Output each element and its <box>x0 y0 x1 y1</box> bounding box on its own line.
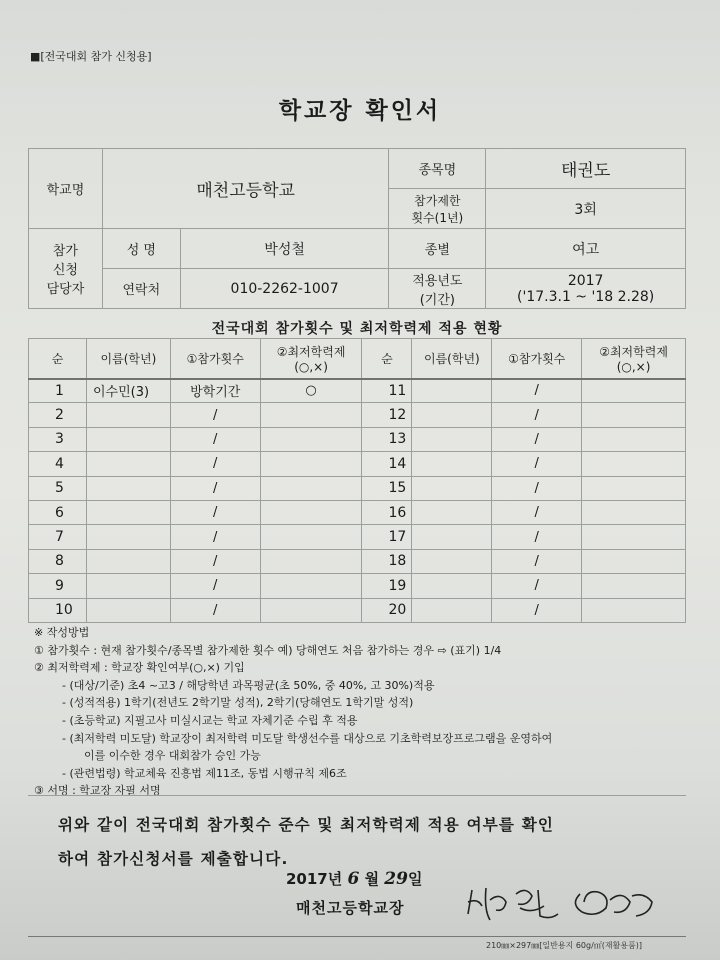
instruction-sub-3: - (초등학교) 지필고사 미실시교는 학교 자체기준 수립 후 적용 <box>62 713 358 727</box>
row-number: 19 <box>362 574 412 598</box>
participation-count: / <box>492 379 582 403</box>
row-number: 1 <box>29 379 87 403</box>
category-value: 여고 <box>486 229 686 269</box>
limit-label <box>389 189 486 229</box>
student-name <box>412 452 492 476</box>
header-min-line2: (○,×) <box>294 359 328 374</box>
status-body <box>29 379 686 623</box>
instruction-sub-1: - (대상/기준) 초4 ~고3 / 해당학년 과목평균(초 50%, 중 40%, 고 30%)적용 <box>62 678 435 692</box>
document-title: 학교장 확인서 <box>278 98 442 124</box>
row-number: 7 <box>29 525 87 549</box>
instruction-sub-2: - (성적적용) 1학기(전년도 2학기말 성적), 2학기(당해연도 1학기말 성적) <box>62 696 414 710</box>
statement-line-1: 위와 같이 전국대회 참가횟수 준수 및 최저학력제 적용 여부를 확인 <box>58 816 555 834</box>
min-standard-check <box>260 452 362 476</box>
row-number: 20 <box>362 598 412 622</box>
min-standard-check <box>260 427 362 451</box>
paper-spec: 210㎜×297㎜[일반용지 60g/㎡(재활용품)] <box>486 941 643 950</box>
status-row <box>29 379 686 403</box>
row-number: 18 <box>362 549 412 573</box>
instruction-item-1: ① 참가횟수 : 현재 참가횟수/종목별 참가제한 횟수 예) 당해연도 처음 참가하는 경우 ⇨ (표기) 1/4 <box>34 643 502 657</box>
status-row <box>29 549 686 573</box>
confirmation-statement <box>58 808 678 876</box>
instruction-sub-4-cont: 이를 이수한 경우 대회참가 승인 가능 <box>84 749 261 763</box>
status-row <box>29 525 686 549</box>
manager-name-label: 성 명 <box>102 229 180 269</box>
instructions-heading: ※ 작성방법 <box>34 626 90 639</box>
student-name <box>412 476 492 500</box>
row-number: 10 <box>29 598 87 622</box>
status-row <box>29 403 686 427</box>
row-number: 2 <box>29 403 87 427</box>
student-name: 이수민(3) <box>86 379 170 403</box>
participation-count: / <box>492 525 582 549</box>
year-value-line1: 2017 <box>567 272 604 289</box>
row-number: 6 <box>29 500 87 524</box>
header-count: ①참가횟수 <box>170 339 260 379</box>
status-section-title: 전국대회 참가횟수 및 최저학력제 적용 현황 <box>211 321 503 337</box>
row-number: 11 <box>362 379 412 403</box>
student-name <box>86 427 170 451</box>
min-standard-check <box>582 427 686 451</box>
manager-label-line1: 참가 <box>52 244 78 259</box>
min-standard-check <box>582 500 686 524</box>
date-year: 2017년 <box>286 870 343 888</box>
year-label-line2: (기간) <box>419 292 455 308</box>
participation-count: / <box>492 403 582 427</box>
row-number: 9 <box>29 574 87 598</box>
student-name <box>86 403 170 427</box>
status-row <box>29 452 686 476</box>
row-number: 13 <box>362 427 412 451</box>
row-number: 3 <box>29 427 87 451</box>
limit-value: 3회 <box>486 189 686 229</box>
header-min-line1: ②최저학력제 <box>599 344 668 359</box>
handwritten-signature <box>460 880 670 928</box>
instruction-item-3: ③ 서명 : 학교장 자필 서명 <box>34 784 161 798</box>
category-label: 종별 <box>389 229 486 269</box>
student-name <box>412 403 492 427</box>
participation-status-table <box>28 338 686 623</box>
min-standard-check <box>582 549 686 573</box>
school-name-label: 학교명 <box>29 149 103 229</box>
participation-count: / <box>170 549 260 573</box>
participation-count: / <box>492 598 582 622</box>
participation-count: / <box>170 500 260 524</box>
instruction-sub-4: - (최저학력 미도달) 학교장이 최저학력 미도달 학생선수를 대상으로 기초학력보장프로그램을 운영하여 <box>62 731 553 745</box>
contact-value: 010-2262-1007 <box>180 269 389 309</box>
min-standard-check <box>260 549 362 573</box>
min-standard-check <box>582 525 686 549</box>
year-value-line2: ('17.3.1 ~ '18 2.28) <box>517 288 655 305</box>
manager-label <box>29 229 103 309</box>
participation-count: / <box>492 427 582 451</box>
participation-count: / <box>492 574 582 598</box>
min-standard-check <box>582 598 686 622</box>
statement-line-2: 하여 참가신청서를 제출합니다. <box>58 850 289 868</box>
limit-label-line2: 횟수(1년) <box>411 210 464 225</box>
row-number: 12 <box>362 403 412 427</box>
min-standard-check <box>260 598 362 622</box>
status-row <box>29 598 686 622</box>
student-name <box>412 574 492 598</box>
participation-count: / <box>492 500 582 524</box>
row-number: 4 <box>29 452 87 476</box>
instructions <box>34 624 684 800</box>
participation-count: / <box>170 598 260 622</box>
event-value: 태권도 <box>486 149 686 189</box>
instruction-sub-5: - (관련법령) 학교체육 진흥법 제11조, 동법 시행규칙 제6조 <box>62 766 347 780</box>
min-standard-check <box>260 476 362 500</box>
header-no: 순 <box>362 339 412 379</box>
header-min-line2: (○,×) <box>616 359 651 374</box>
participation-count: / <box>170 476 260 500</box>
status-row <box>29 500 686 524</box>
min-standard-check <box>582 452 686 476</box>
date-month: 6 <box>347 869 360 889</box>
participation-count: / <box>492 452 582 476</box>
student-name <box>86 500 170 524</box>
header-no: 순 <box>29 339 87 379</box>
status-row <box>29 427 686 451</box>
form-type-label: ■[전국대회 참가 신청용] <box>30 50 152 63</box>
student-name <box>412 598 492 622</box>
manager-label-line3: 담당자 <box>46 282 85 297</box>
date-day: 29 <box>384 869 408 889</box>
instruction-item-2: ② 최저학력제 : 학교장 확인여부(○,×) 기입 <box>34 661 245 675</box>
manager-label-line2: 신청 <box>52 263 78 278</box>
status-row <box>29 574 686 598</box>
participation-count: / <box>170 403 260 427</box>
principal-title: 매천고등학교장 <box>296 899 405 917</box>
status-header-row <box>29 339 686 379</box>
header-min-standard <box>260 339 362 379</box>
student-name <box>412 549 492 573</box>
manager-name-value: 박성철 <box>180 229 389 269</box>
min-standard-check <box>260 500 362 524</box>
participation-count: / <box>492 476 582 500</box>
year-label <box>389 269 486 309</box>
date-day-unit: 일 <box>407 870 423 888</box>
student-name <box>86 476 170 500</box>
year-value <box>486 269 686 309</box>
min-standard-check <box>582 379 686 403</box>
header-count: ①참가횟수 <box>492 339 582 379</box>
row-number: 8 <box>29 549 87 573</box>
participation-count: / <box>170 574 260 598</box>
participation-count: / <box>170 525 260 549</box>
header-min-line1: ②최저학력제 <box>276 344 346 359</box>
min-standard-check <box>260 574 362 598</box>
min-standard-check <box>260 403 362 427</box>
row-number: 15 <box>362 476 412 500</box>
min-standard-check <box>582 574 686 598</box>
participation-count: / <box>170 427 260 451</box>
header-name: 이름(학년) <box>412 339 492 379</box>
student-name <box>412 500 492 524</box>
student-name <box>412 427 492 451</box>
bottom-rule <box>28 936 686 937</box>
school-name-value: 매천고등학교 <box>102 149 389 229</box>
student-name <box>412 379 492 403</box>
applicant-info-table <box>28 148 686 309</box>
min-standard-check <box>582 476 686 500</box>
participation-count: / <box>492 549 582 573</box>
student-name <box>86 549 170 573</box>
header-name: 이름(학년) <box>86 339 170 379</box>
contact-label: 연락처 <box>102 269 180 309</box>
student-name <box>86 598 170 622</box>
row-number: 14 <box>362 452 412 476</box>
student-name <box>86 525 170 549</box>
row-number: 17 <box>362 525 412 549</box>
year-label-line1: 적용년도 <box>412 273 463 289</box>
submission-date <box>286 868 422 889</box>
min-standard-check <box>260 525 362 549</box>
divider <box>28 795 686 796</box>
event-label: 종목명 <box>389 149 486 189</box>
student-name <box>86 452 170 476</box>
date-month-unit: 월 <box>364 870 380 888</box>
row-number: 5 <box>29 476 87 500</box>
min-standard-check: ○ <box>260 379 362 403</box>
student-name <box>412 525 492 549</box>
student-name <box>86 574 170 598</box>
header-min-standard <box>582 339 686 379</box>
row-number: 16 <box>362 500 412 524</box>
status-row <box>29 476 686 500</box>
participation-count: 방학기간 <box>170 379 260 403</box>
min-standard-check <box>582 403 686 427</box>
limit-label-line1: 참가제한 <box>414 193 461 208</box>
participation-count: / <box>170 452 260 476</box>
